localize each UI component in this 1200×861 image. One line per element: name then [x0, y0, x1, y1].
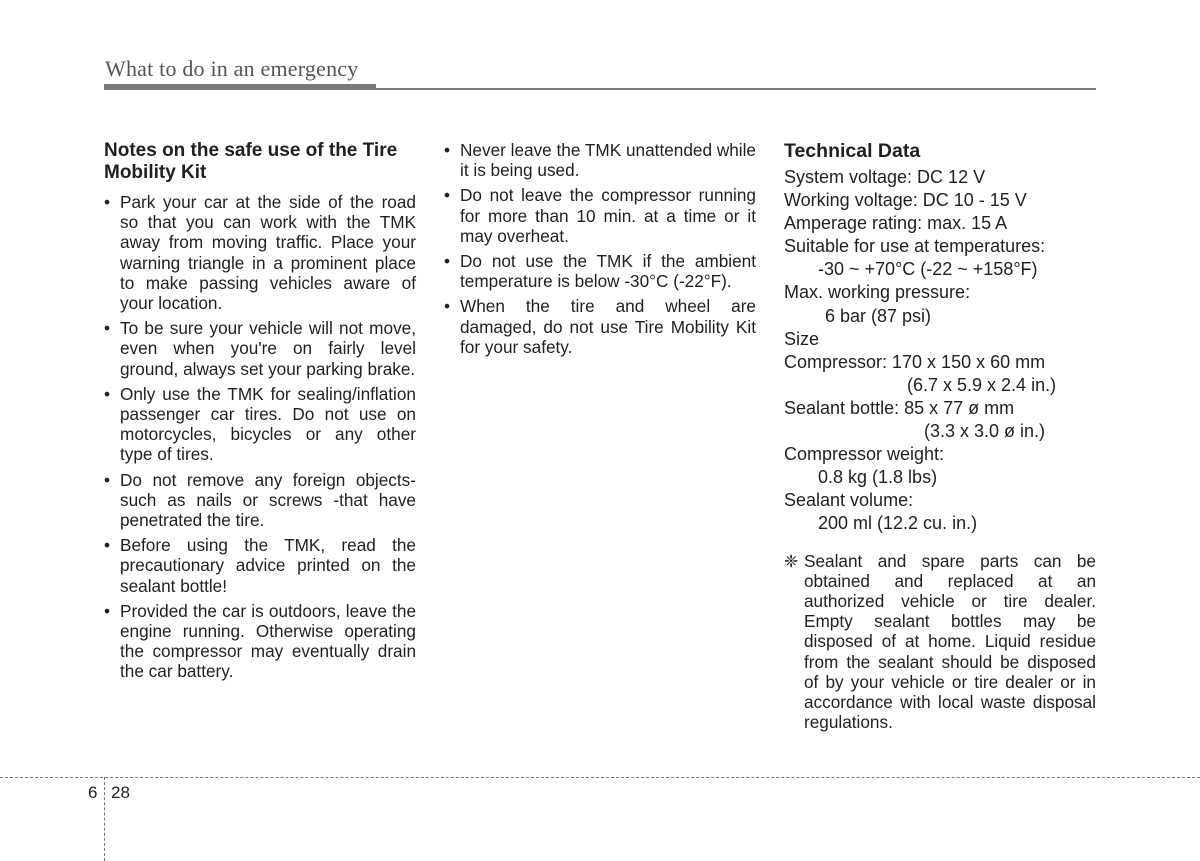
spec-temperature-value: -30 ~ +70°C (-22 ~ +158°F): [818, 259, 1038, 280]
list-item: • Do not leave the compressor running for more than 10 min. at a time or it may overheat.: [444, 185, 756, 246]
spec-size-label: Size: [784, 328, 820, 349]
footer-dashed-rule: [0, 777, 1200, 778]
page-header-title: What to do in an emergency: [105, 56, 359, 81]
spec-system-voltage: System voltage: DC 12 V: [784, 167, 986, 187]
spec-volume-label: Sealant volume:: [784, 490, 914, 511]
note-text: Sealant and spare parts can be obtained and replaced at an authorized vehicle or tire dealer. Empty sealant bottles may be disposed of at home. Liquid residue from the sealant should be disposed of by your vehicle or tire dealer or in accordance with local waste disposal regulations.: [804, 550, 1096, 733]
spec-volume-value: 200 ml (12.2 cu. in.): [818, 513, 978, 534]
list-item: • To be sure your vehicle will not move, even when you're on fairly level ground, always set your parking brake.: [104, 318, 416, 379]
spec-amperage: Amperage rating: max. 15 A: [784, 213, 1008, 234]
spec-pressure-value: 6 bar (87 psi): [825, 305, 932, 326]
list-item: • Park your car at the side of the road so that you can work with the TMK away from moving traffic. Place your warning triangle in a prominent place to make passing vehicles aware of your location.: [104, 192, 416, 313]
header-rule-thin: [376, 88, 1096, 90]
spec-working-voltage: Working voltage: DC 10 - 15 V: [784, 190, 1027, 211]
spec-compressor-size-in: (6.7 x 5.9 x 2.4 in.): [907, 374, 1057, 395]
chapter-number: 6: [88, 783, 98, 802]
safety-notes-list: [104, 192, 416, 682]
page-number: 28: [111, 783, 130, 802]
footer-dashed-divider: [104, 777, 105, 861]
list-item: • When the tire and wheel are damaged, do not use Tire Mobility Kit for your safety.: [444, 296, 756, 357]
note-mark-icon: ❈: [784, 550, 799, 571]
column-1: [104, 140, 416, 687]
spec-pressure-label: Max. working pressure:: [784, 282, 971, 303]
list-item: • Never leave the TMK unattended while it is being used.: [444, 140, 756, 180]
list-item: • Do not remove any foreign objects-such as nails or screws -that have penetrated the tire.: [104, 470, 416, 531]
spec-temperature-label: Suitable for use at temperatures:: [784, 236, 1046, 257]
list-item: • Do not use the TMK if the ambient temperature is below -30°C (-22°F).: [444, 251, 756, 291]
section-title-technical-data: Technical Data: [784, 140, 921, 162]
sealant-note: [784, 551, 1096, 733]
column-3: [784, 140, 1096, 732]
list-item: • Provided the car is outdoors, leave the engine running. Otherwise operating the compressor may eventually drain the car battery.: [104, 601, 416, 682]
spec-bottle-size: Sealant bottle: 85 x 77 ø mm: [784, 397, 1015, 418]
spec-compressor-size: Compressor: 170 x 150 x 60 mm: [784, 351, 1046, 372]
spec-bottle-size-in: (3.3 x 3.0 ø in.): [924, 421, 1046, 442]
spec-weight-value: 0.8 kg (1.8 lbs): [818, 467, 938, 488]
column-2: [444, 140, 756, 362]
safety-notes-list-continued: [444, 140, 756, 357]
list-item: • Before using the TMK, read the precautionary advice printed on the sealant bottle!: [104, 535, 416, 596]
header-rule-thick: [104, 84, 376, 90]
list-item: • Only use the TMK for sealing/inflation passenger car tires. Do not use on motorcycles, bicycles or any other type of tires.: [104, 384, 416, 465]
spec-weight-label: Compressor weight:: [784, 444, 945, 465]
section-title-safe-use: Notes on the safe use of the Tire Mobility Kit: [104, 140, 398, 183]
